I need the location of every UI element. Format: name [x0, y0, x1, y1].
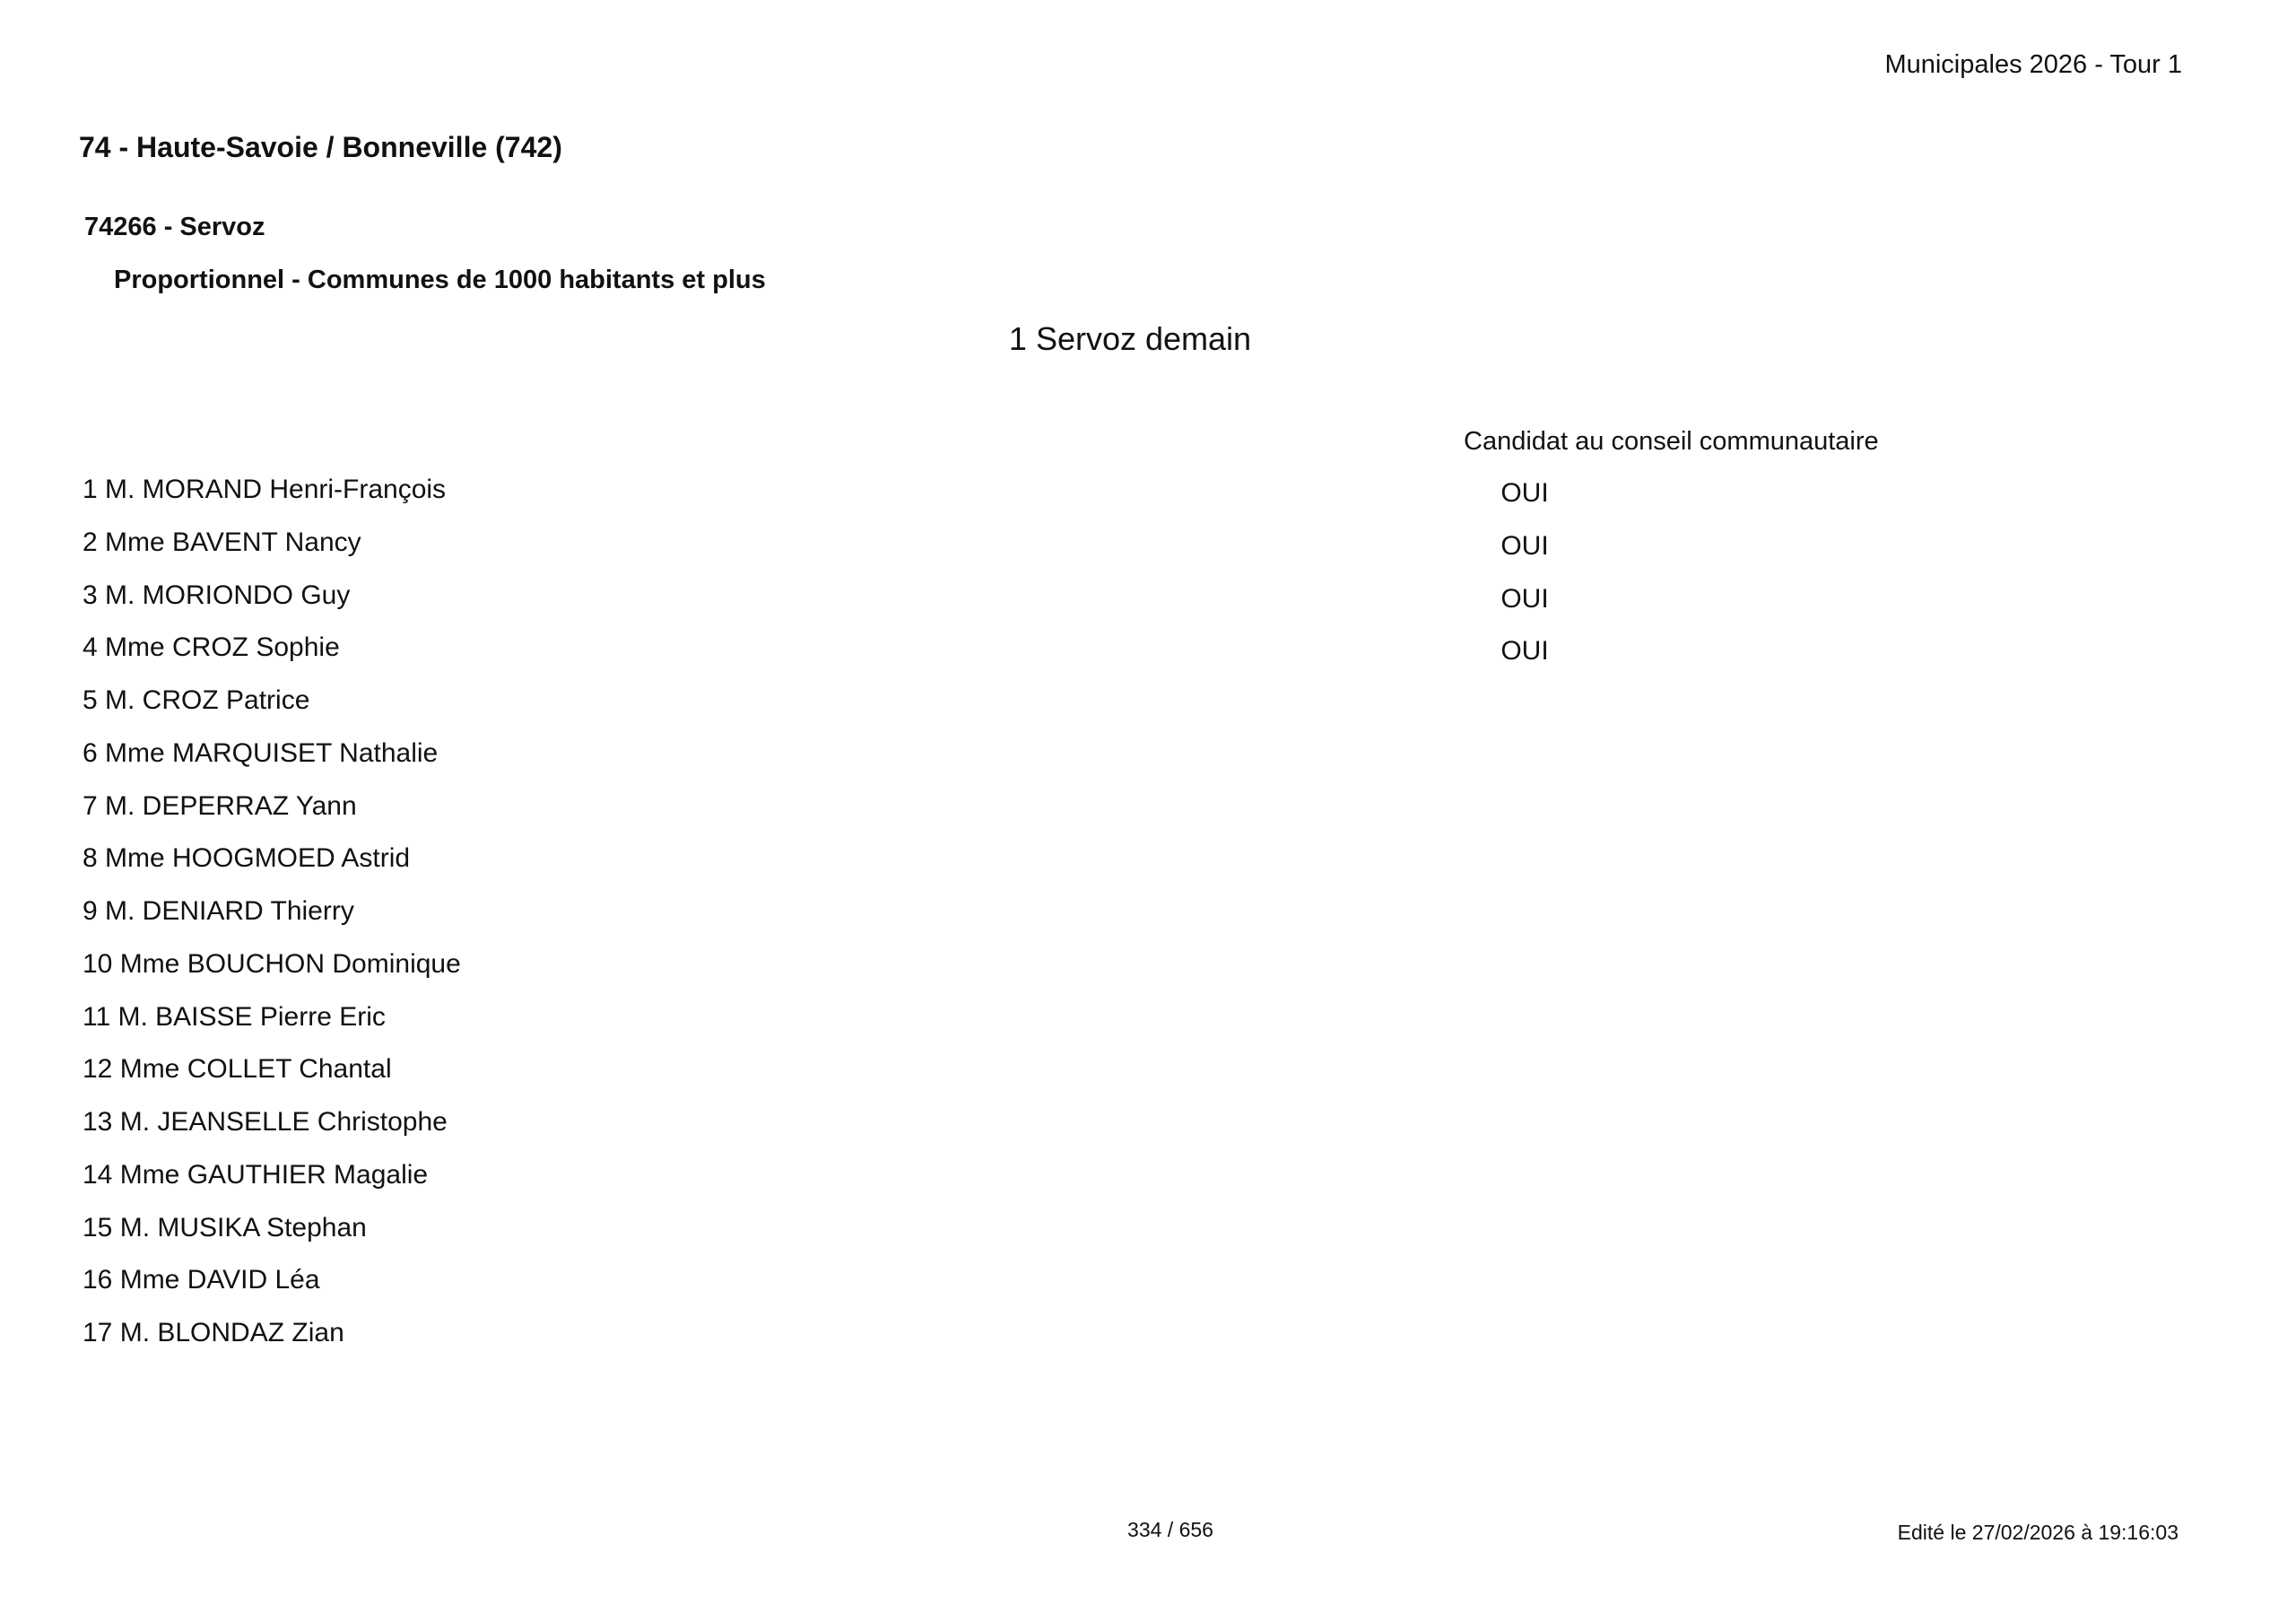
candidate-name: 13 M. JEANSELLE Christophe [83, 1107, 448, 1137]
candidate-row [83, 685, 1787, 738]
candidate-name: 17 M. BLONDAZ Zian [83, 1318, 344, 1347]
candidate-name: 9 M. DENIARD Thierry [83, 896, 354, 926]
edit-date: Edité le 27/02/2026 à 19:16:03 [1897, 1521, 2179, 1544]
candidate-row [83, 1213, 1787, 1266]
candidate-row [83, 1002, 1787, 1055]
candidate-row [83, 791, 1787, 844]
candidate-row [83, 949, 1787, 1002]
candidate-row [83, 738, 1787, 791]
list-title: 1 Servoz demain [1008, 320, 1252, 357]
communautaire-column-header: Candidat au conseil communautaire [1464, 427, 1879, 456]
candidate-row [83, 1160, 1787, 1213]
candidate-name: 2 Mme BAVENT Nancy [83, 527, 361, 557]
communautaire-flag: OUI [1500, 478, 1549, 508]
candidate-name: 11 M. BAISSE Pierre Eric [83, 1001, 386, 1032]
department-title: 74 - Haute-Savoie / Bonneville (742) [79, 131, 562, 163]
communautaire-flag: OUI [1500, 636, 1549, 667]
scrutin-type: Proportionnel - Communes de 1000 habitants et plus [114, 266, 766, 294]
candidate-row [83, 1318, 1787, 1371]
candidate-name: 14 Mme GAUTHIER Magalie [83, 1159, 429, 1190]
candidate-row [83, 896, 1787, 949]
candidate-name: 4 Mme CROZ Sophie [83, 632, 340, 663]
candidate-name: 16 Mme DAVID Léa [83, 1265, 320, 1295]
candidate-row [83, 1107, 1787, 1160]
candidate-row [83, 1265, 1787, 1318]
election-header: Municipales 2026 - Tour 1 [1884, 50, 2182, 79]
page-number: 334 / 656 [1127, 1518, 1213, 1541]
candidate-name: 1 M. MORAND Henri-François [83, 475, 447, 504]
communautaire-flag: OUI [1500, 530, 1549, 561]
candidate-row [83, 475, 1787, 528]
candidate-list [83, 475, 1787, 1371]
candidate-name: 7 M. DEPERRAZ Yann [83, 790, 357, 821]
candidate-row [83, 1054, 1787, 1107]
candidate-name: 5 M. CROZ Patrice [83, 685, 310, 715]
candidate-name: 12 Mme COLLET Chantal [83, 1054, 392, 1085]
candidate-name: 6 Mme MARQUISET Nathalie [83, 737, 439, 768]
candidate-row [83, 843, 1787, 896]
communautaire-flag: OUI [1500, 583, 1549, 614]
candidate-name: 15 M. MUSIKA Stephan [83, 1212, 367, 1243]
candidate-row [83, 528, 1787, 580]
candidate-row [83, 632, 1787, 685]
candidate-name: 3 M. MORIONDO Guy [83, 580, 351, 610]
commune-title: 74266 - Servoz [84, 213, 265, 241]
candidate-row [83, 580, 1787, 633]
candidate-name: 10 Mme BOUCHON Dominique [83, 948, 461, 979]
candidate-name: 8 Mme HOOGMOED Astrid [83, 843, 411, 874]
